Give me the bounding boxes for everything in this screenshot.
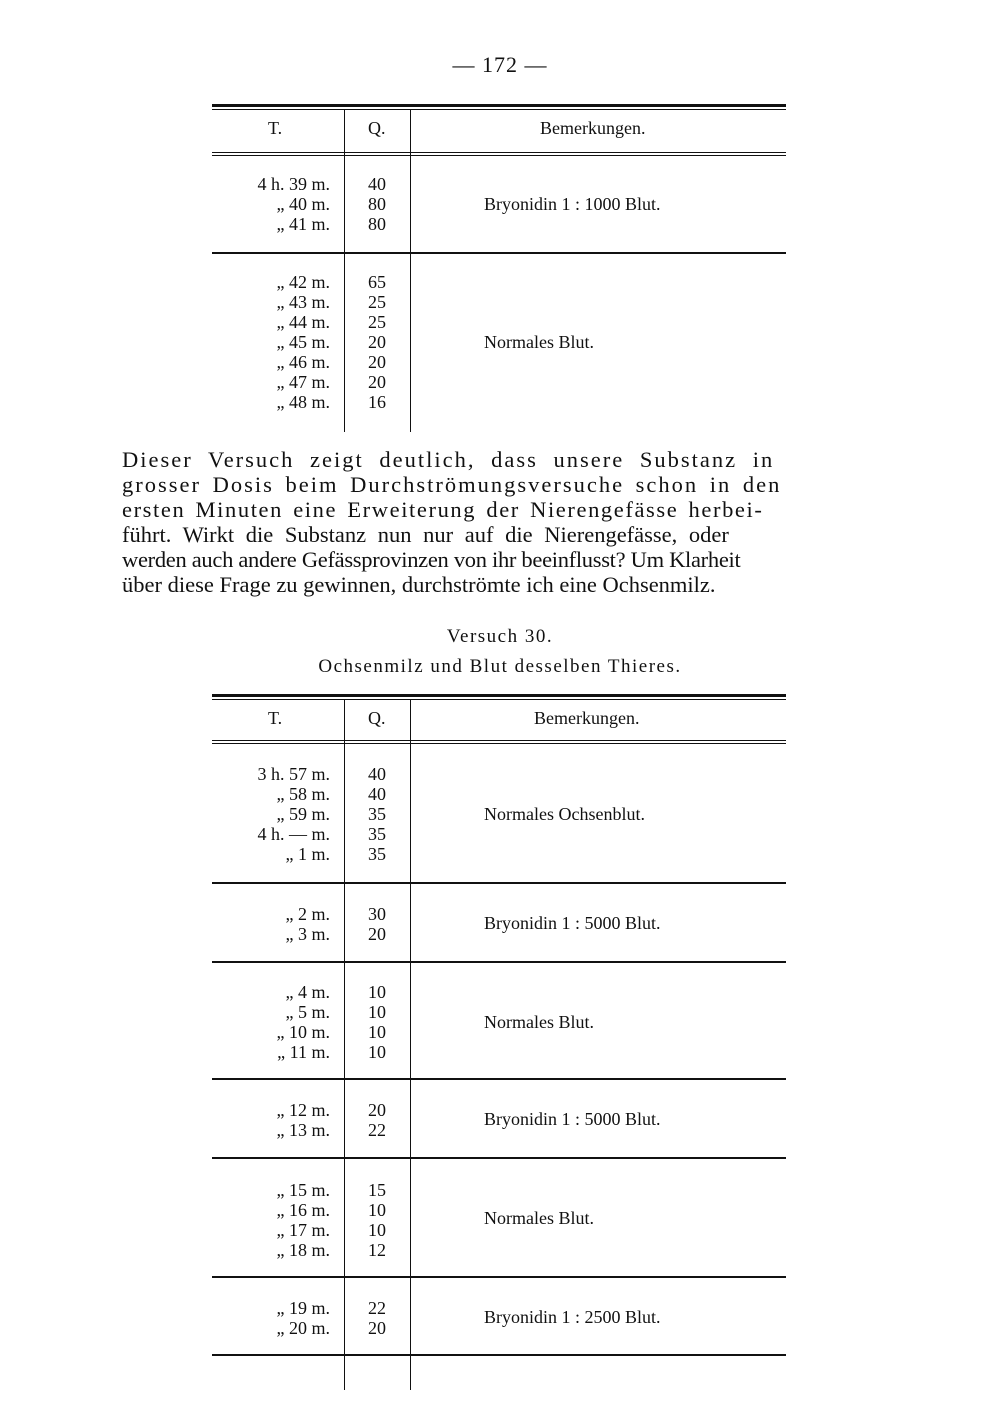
time-cell: „ 45 m.	[276, 332, 330, 352]
time-cell: „ 15 m.	[276, 1180, 330, 1200]
quantity-cell: 20	[368, 924, 386, 944]
table-1	[212, 104, 786, 432]
time-cell: „ 13 m.	[276, 1120, 330, 1140]
quantity-cell: 35	[368, 844, 386, 864]
remark-cell: Bryonidin 1 : 5000 Blut.	[484, 913, 661, 933]
header-rule-inner	[212, 743, 786, 744]
time-cell: „ 10 m.	[276, 1022, 330, 1042]
paragraph-line: grosser Dosis beim Durchströmungsversuche schon in den	[122, 472, 782, 497]
time-cell: „ 46 m.	[276, 352, 330, 372]
quantity-cell: 10	[368, 982, 386, 1002]
remark-cell: Bryonidin 1 : 1000 Blut.	[484, 194, 661, 214]
paragraph-line: führt. Wirkt die Substanz nun nur auf die Nierengefässe, oder	[122, 522, 729, 547]
time-cell: 4 h. — m.	[257, 824, 330, 844]
quantity-cell: 80	[368, 214, 386, 234]
group-rule	[212, 882, 786, 884]
group-rule	[212, 252, 786, 254]
remark-cell: Normales Blut.	[484, 332, 594, 352]
time-cell: „ 2 m.	[285, 904, 330, 924]
time-cell: „ 3 m.	[285, 924, 330, 944]
header-rule	[212, 152, 786, 153]
header-q: Q.	[368, 118, 386, 138]
quantity-cell: 65	[368, 272, 386, 292]
time-cell: „ 18 m.	[276, 1240, 330, 1260]
time-cell: 3 h. 57 m.	[257, 764, 330, 784]
table-top-rule-inner	[212, 699, 786, 700]
time-cell: „ 41 m.	[276, 214, 330, 234]
quantity-cell: 15	[368, 1180, 386, 1200]
quantity-cell: 10	[368, 1042, 386, 1062]
quantity-cell: 20	[368, 372, 386, 392]
remark-cell: Normales Blut.	[484, 1012, 594, 1032]
time-cell: „ 42 m.	[276, 272, 330, 292]
quantity-cell: 35	[368, 804, 386, 824]
time-cell: „ 4 m.	[285, 982, 330, 1002]
paragraph-line: werden auch andere Gefässprovinzen von ihr beeinflusst? Um Klarheit	[122, 547, 741, 572]
quantity-cell: 25	[368, 292, 386, 312]
quantity-cell: 40	[368, 784, 386, 804]
table-top-rule-inner	[212, 109, 786, 110]
remark-cell: Normales Ochsenblut.	[484, 804, 645, 824]
quantity-cell: 35	[368, 824, 386, 844]
time-cell: „ 19 m.	[276, 1298, 330, 1318]
page-number: — 172 —	[452, 52, 548, 77]
column-divider	[344, 700, 345, 1390]
time-cell: „ 11 m.	[277, 1042, 330, 1062]
table-bottom-rule	[212, 1354, 786, 1356]
table-2	[212, 694, 786, 1390]
quantity-cell: 10	[368, 1002, 386, 1022]
quantity-cell: 22	[368, 1298, 386, 1318]
header-rule	[212, 740, 786, 741]
quantity-cell: 20	[368, 1318, 386, 1338]
quantity-cell: 80	[368, 194, 386, 214]
group-rule	[212, 1276, 786, 1278]
header-remarks: Bemerkungen.	[540, 118, 646, 138]
quantity-cell: 22	[368, 1120, 386, 1140]
quantity-cell: 10	[368, 1022, 386, 1042]
header-t: T.	[268, 708, 283, 728]
quantity-cell: 40	[368, 764, 386, 784]
quantity-cell: 25	[368, 312, 386, 332]
body-paragraph	[122, 447, 878, 597]
column-divider	[344, 110, 345, 432]
quantity-cell: 10	[368, 1220, 386, 1240]
quantity-cell: 30	[368, 904, 386, 924]
time-cell: „ 47 m.	[276, 372, 330, 392]
time-cell: „ 5 m.	[285, 1002, 330, 1022]
paragraph-line: ersten Minuten eine Erweiterung der Nierengefässe herbei-	[122, 497, 764, 522]
time-cell: „ 48 m.	[276, 392, 330, 412]
table-top-rule	[212, 694, 786, 697]
group-rule	[212, 1078, 786, 1080]
experiment-title: Versuch 30.	[446, 626, 554, 647]
remark-cell: Normales Blut.	[484, 1208, 594, 1228]
quantity-cell: 40	[368, 174, 386, 194]
group-rule	[212, 1157, 786, 1159]
remark-cell: Bryonidin 1 : 5000 Blut.	[484, 1109, 661, 1129]
time-cell: „ 12 m.	[276, 1100, 330, 1120]
time-cell: „ 17 m.	[276, 1220, 330, 1240]
time-cell: „ 44 m.	[276, 312, 330, 332]
table-top-rule	[212, 104, 786, 107]
paragraph-line: über diese Frage zu gewinnen, durchströmte ich eine Ochsenmilz.	[122, 572, 716, 597]
header-q: Q.	[368, 708, 386, 728]
time-cell: „ 59 m.	[276, 804, 330, 824]
quantity-cell: 20	[368, 1100, 386, 1120]
quantity-cell: 16	[368, 392, 386, 412]
header-rule-inner	[212, 155, 786, 156]
header-remarks: Bemerkungen.	[534, 708, 640, 728]
time-cell: „ 16 m.	[276, 1200, 330, 1220]
quantity-cell: 12	[368, 1240, 386, 1260]
group-rule	[212, 961, 786, 963]
time-cell: „ 20 m.	[276, 1318, 330, 1338]
header-t: T.	[268, 118, 283, 138]
quantity-cell: 20	[368, 332, 386, 352]
time-cell: „ 43 m.	[276, 292, 330, 312]
experiment-subtitle: Ochsenmilz und Blut desselben Thieres.	[318, 656, 682, 677]
remark-cell: Bryonidin 1 : 2500 Blut.	[484, 1307, 661, 1327]
quantity-cell: 20	[368, 352, 386, 372]
time-cell: „ 1 m.	[285, 844, 330, 864]
time-cell: „ 58 m.	[276, 784, 330, 804]
paragraph-line: Dieser Versuch zeigt deutlich, dass unsere Substanz in	[122, 447, 775, 472]
time-cell: 4 h. 39 m.	[257, 174, 330, 194]
quantity-cell: 10	[368, 1200, 386, 1220]
time-cell: „ 40 m.	[276, 194, 330, 214]
